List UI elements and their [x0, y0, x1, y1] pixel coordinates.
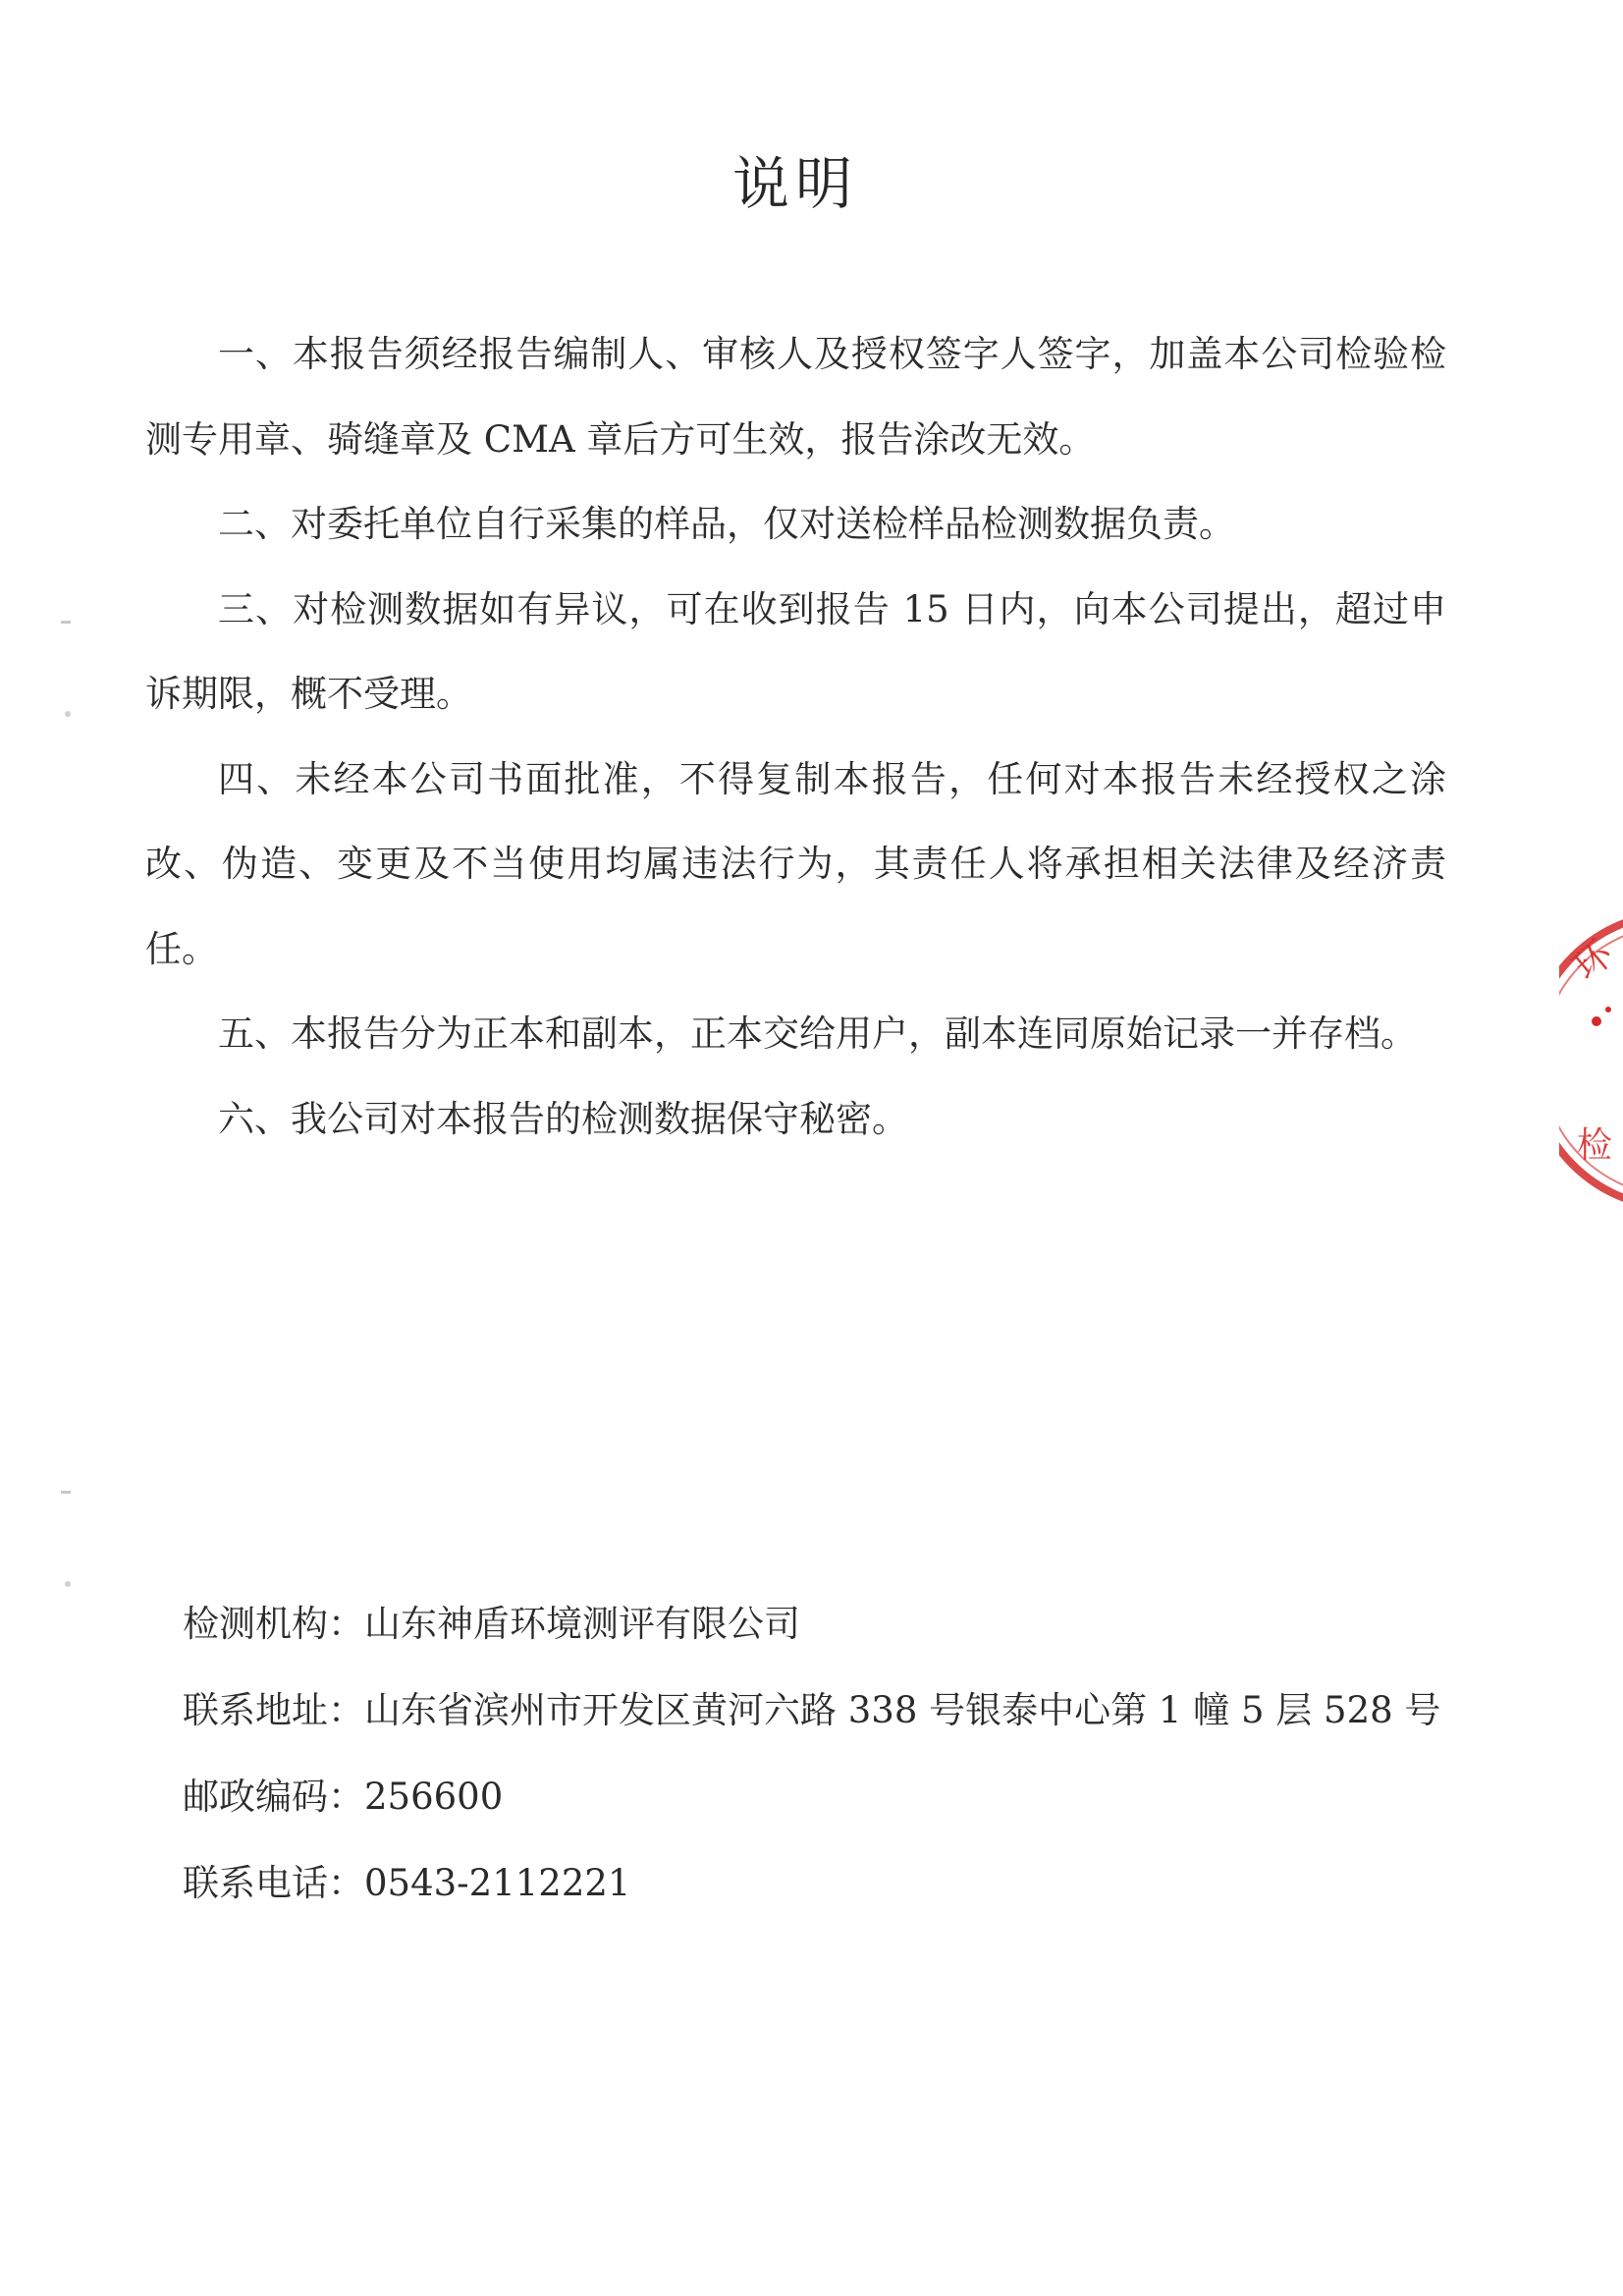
address-label: 联系地址： — [183, 1689, 364, 1731]
notice-body — [145, 312, 1446, 1162]
notice-paragraph-2: 二、对委托单位自行采集的样品，仅对送检样品检测数据负责。 — [218, 503, 1235, 545]
svg-text:检: 检 — [1577, 1125, 1613, 1166]
scan-mark — [65, 711, 71, 717]
notice-paragraph-3: 三、对检测数据如有异议，可在收到报告 15 日内，向本公司提出，超过申诉期限，概不受理。 — [145, 587, 1446, 715]
agency-value: 山东神盾环境测评有限公司 — [364, 1603, 800, 1645]
postcode-label: 邮政编码： — [183, 1776, 364, 1818]
notice-paragraph-5: 五、本报告分为正本和副本，正本交给用户，副本连同原始记录一并存档。 — [218, 1012, 1417, 1055]
agency-row — [183, 1581, 1459, 1667]
contact-block — [183, 1581, 1459, 1927]
phone-value: 0543-2112221 — [364, 1862, 631, 1904]
scan-mark — [61, 621, 71, 624]
page-title: 说明 — [731, 150, 858, 217]
notice-paragraph-1: 一、本报告须经报告编制人、审核人及授权签字人签字，加盖本公司检验检测专用章、骑缝章及 CMA 章后方可生效，报告涂改无效。 — [145, 333, 1446, 461]
agency-label: 检测机构： — [183, 1603, 364, 1645]
svg-text:环: 环 — [1564, 931, 1621, 989]
postcode-row — [183, 1754, 1459, 1840]
address-value: 山东省滨州市开发区黄河六路 338 号银泰中心第 1 幢 5 层 528 号 — [364, 1689, 1441, 1731]
address-row — [183, 1667, 1459, 1754]
scan-mark — [65, 1581, 71, 1587]
company-seal-icon — [1559, 903, 1623, 1218]
phone-row — [183, 1840, 1459, 1927]
postcode-value: 256600 — [364, 1776, 504, 1818]
phone-label: 联系电话： — [183, 1862, 364, 1904]
scan-mark — [61, 1491, 71, 1494]
notice-paragraph-4: 四、未经本公司书面批准，不得复制本报告，任何对本报告未经授权之涂改、伪造、变更及不当使用均属违法行为，其责任人将承担相关法律及经济责任。 — [145, 757, 1446, 970]
notice-paragraph-6: 六、我公司对本报告的检测数据保守秘密。 — [218, 1097, 908, 1140]
